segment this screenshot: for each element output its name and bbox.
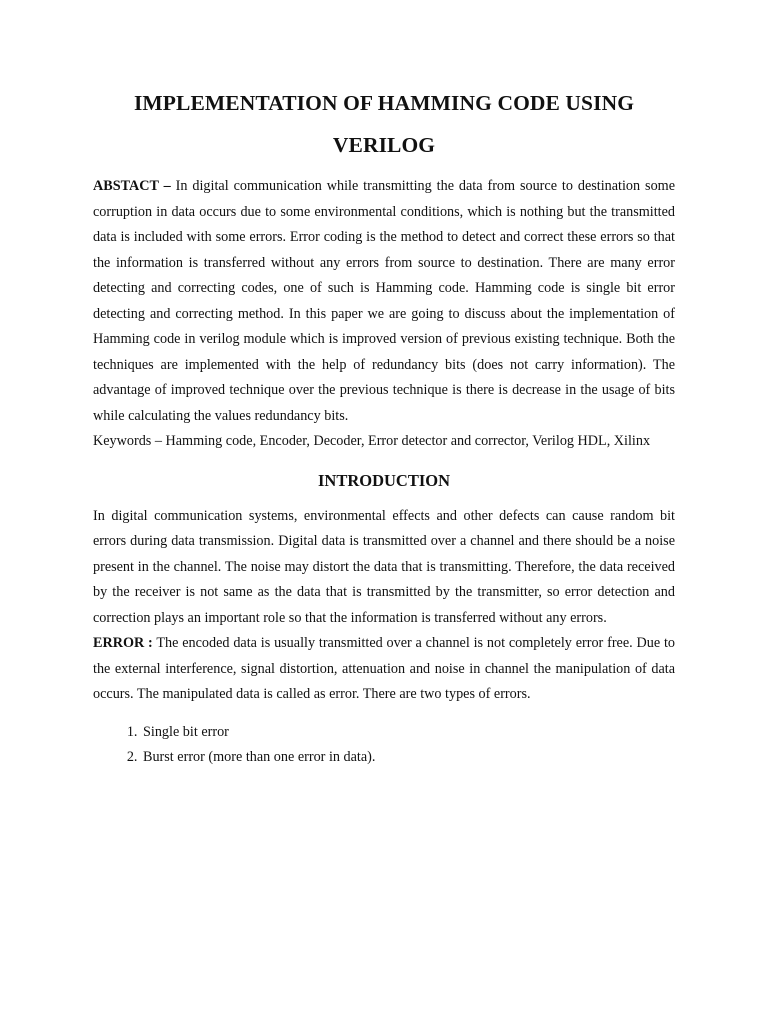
abstract-label: ABSTACT – xyxy=(93,178,171,194)
error-paragraph xyxy=(93,631,675,708)
list-item: 1. Single bit error xyxy=(141,720,675,745)
keywords-paragraph: Keywords – Hamming code, Encoder, Decoder, Error detector and corrector, Verilog HDL, Xilinx xyxy=(93,433,651,449)
title-line-2: VERILOG xyxy=(332,133,436,157)
title-line-1: IMPLEMENTATION OF HAMMING CODE USING xyxy=(133,91,635,115)
list-item: 2. Burst error (more than one error in data). xyxy=(141,745,675,770)
introduction-paragraph: In digital communication systems, environmental effects and other defects can cause random bit errors during data transmission. Digital data is transmitted over a channel and there should be a noise present in the channel. The noise may distort the data that is transmitting. Therefore, the data received by the receiver is not same as the data that is transmitted by the transmitter, so error detection and correction plays an important role so that the information is transferred without any errors. xyxy=(93,507,675,626)
abstract-paragraph xyxy=(93,174,675,429)
abstract-text: In digital communication while transmitting the data from source to destination some corruption in data occurs due to some environmental conditions, which is nothing but the transmitted data is included with some errors. Error coding is the method to detect and correct these errors so that the information is transferred without any errors from source to destination. There are many error detecting and correcting codes, one of such is Hamming code. Hamming code is single bit error detecting and correcting method. In this paper we are going to discuss about the implementation of Hamming code in verilog module which is improved version of previous existing technique. Both the techniques are implemented with the help of redundancy bits (does not carry information). The advantage of improved technique over the previous technique is there is decrease in the usage of bits while calculating the values redundancy bits. xyxy=(93,178,675,424)
error-label: ERROR : xyxy=(93,635,153,651)
error-types-list xyxy=(93,720,675,770)
introduction-heading: INTRODUCTION xyxy=(317,470,451,490)
error-text: The encoded data is usually transmitted over a channel is not completely error free. Due to the external interference, signal distortion, attenuation and noise in channel the manipulation of data occurs. The manipulated data is called as error. There are two types of errors. xyxy=(93,635,676,702)
paper-title xyxy=(93,82,675,166)
